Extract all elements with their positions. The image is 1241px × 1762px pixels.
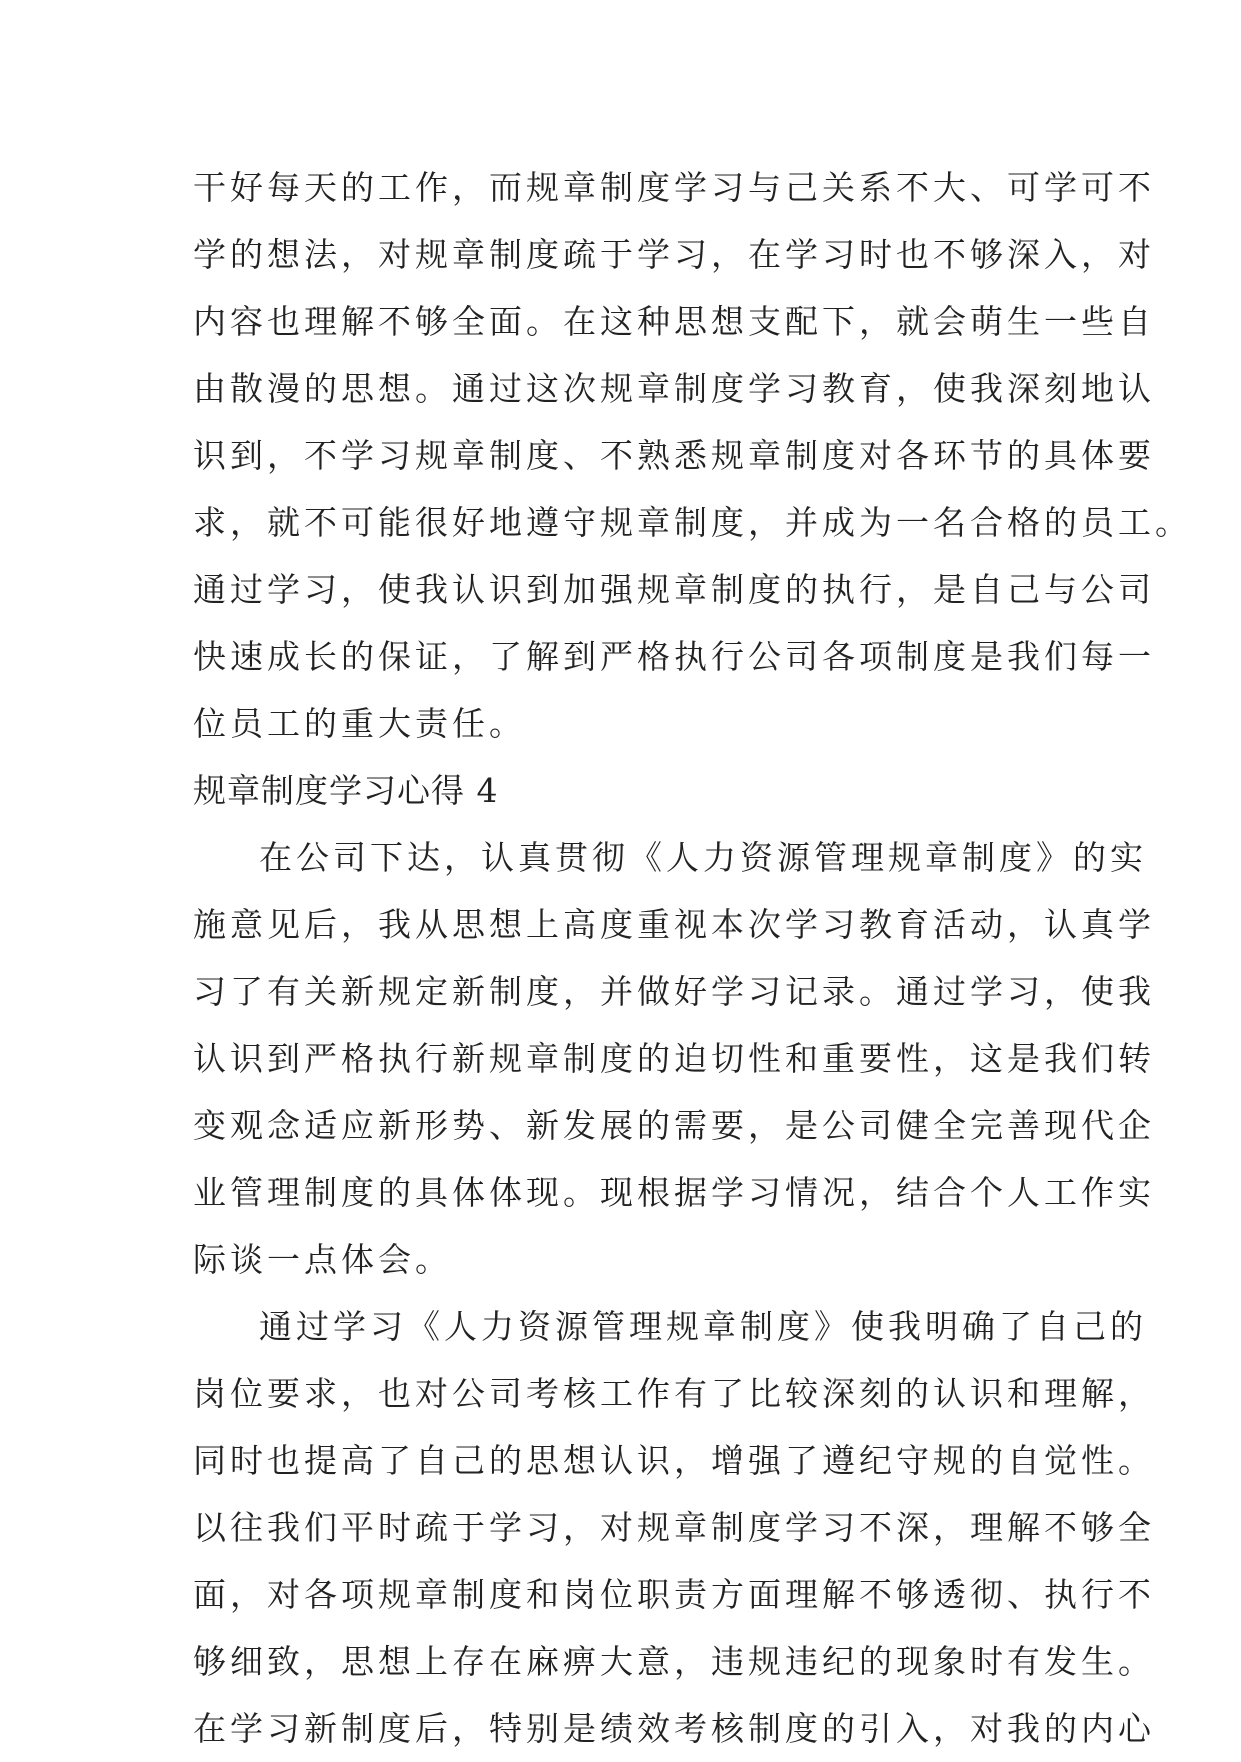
text-line: 位员工的重大责任。 (193, 704, 526, 743)
text-line: 在学习新制度后，特别是绩效考核制度的引入，对我的内心 (193, 1709, 1155, 1748)
text-line: 以往我们平时疏于学习，对规章制度学习不深，理解不够全 (193, 1508, 1155, 1547)
text-line: 干好每天的工作，而规章制度学习与己关系不大、可学可不 (193, 168, 1155, 207)
text-line: 施意见后，我从思想上高度重视本次学习教育活动，认真学 (193, 905, 1155, 944)
text-line: 业管理制度的具体体现。现根据学习情况，结合个人工作实 (193, 1173, 1155, 1212)
text-line: 岗位要求，也对公司考核工作有了比较深刻的认识和理解， (193, 1374, 1155, 1413)
text-line: 求，就不可能很好地遵守规章制度，并成为一名合格的员工。 (193, 503, 1192, 542)
text-line: 够细致，思想上存在麻痹大意，违规违纪的现象时有发生。 (193, 1642, 1155, 1681)
section-heading: 规章制度学习心得 4 (193, 771, 499, 810)
text-line: 习了有关新规定新制度，并做好学习记录。通过学习，使我 (193, 972, 1155, 1011)
text-line: 面，对各项规章制度和岗位职责方面理解不够透彻、执行不 (193, 1575, 1155, 1614)
text-line: 通过学习《人力资源管理规章制度》使我明确了自己的 (259, 1307, 1147, 1346)
text-line: 在公司下达，认真贯彻《人力资源管理规章制度》的实 (259, 838, 1147, 877)
text-line: 际谈一点体会。 (193, 1240, 452, 1279)
text-line: 由散漫的思想。通过这次规章制度学习教育，使我深刻地认 (193, 369, 1155, 408)
text-line: 快速成长的保证，了解到严格执行公司各项制度是我们每一 (193, 637, 1155, 676)
text-line: 认识到严格执行新规章制度的迫切性和重要性，这是我们转 (193, 1039, 1155, 1078)
text-line: 识到，不学习规章制度、不熟悉规章制度对各环节的具体要 (193, 436, 1155, 475)
document-body (193, 154, 1192, 1762)
text-line: 内容也理解不够全面。在这种思想支配下，就会萌生一些自 (193, 302, 1155, 341)
text-line: 学的想法，对规章制度疏于学习，在学习时也不够深入，对 (193, 235, 1155, 274)
text-line: 通过学习，使我认识到加强规章制度的执行，是自己与公司 (193, 570, 1155, 609)
text-line: 变观念适应新形势、新发展的需要，是公司健全完善现代企 (193, 1106, 1155, 1145)
text-line: 同时也提高了自己的思想认识，增强了遵纪守规的自觉性。 (193, 1441, 1155, 1480)
